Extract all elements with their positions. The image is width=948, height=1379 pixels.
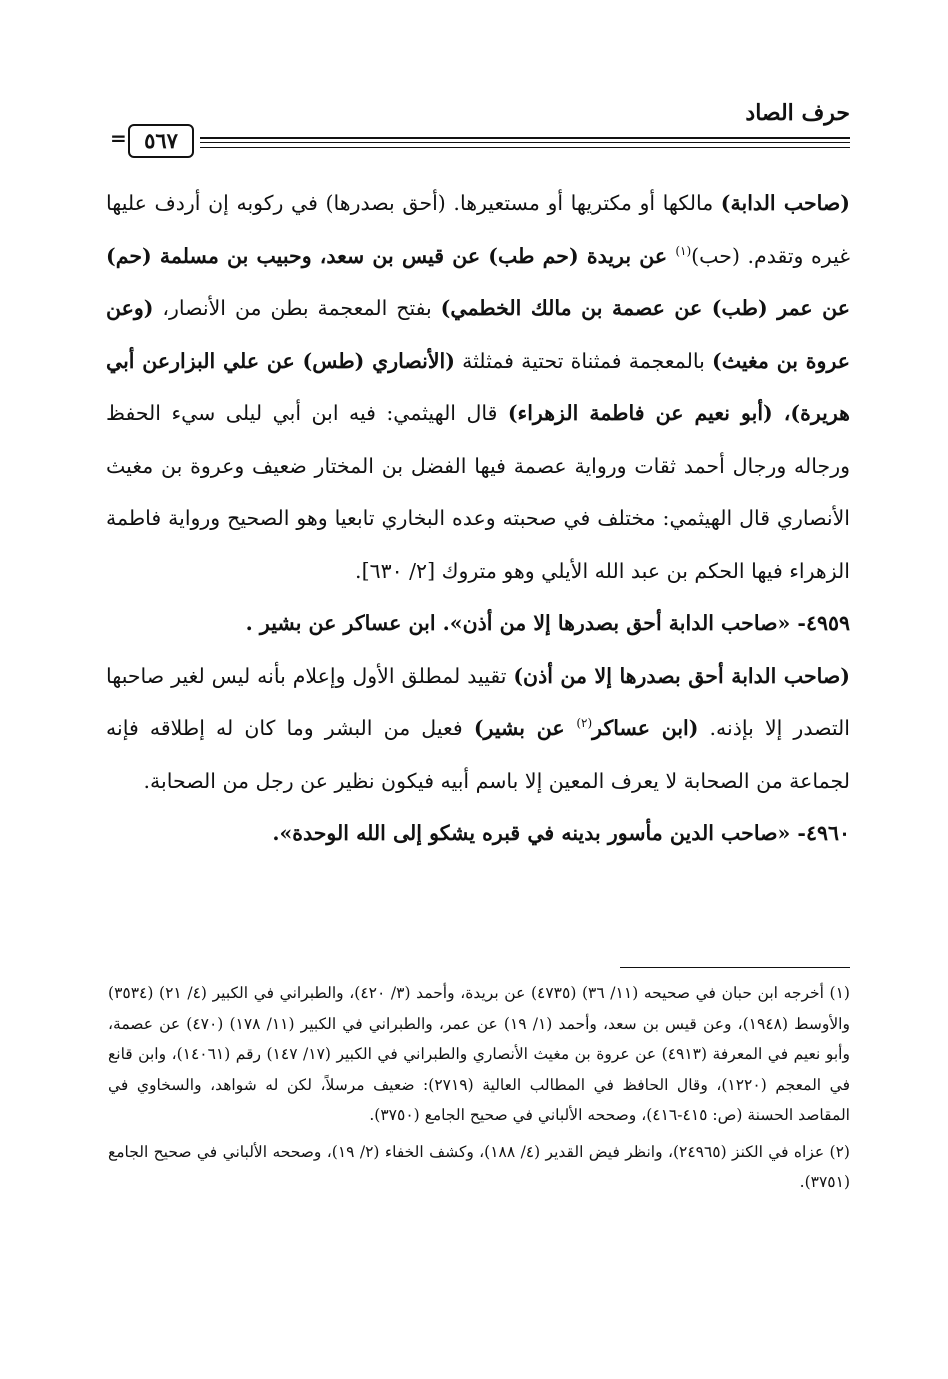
- text-run: قال الهيثمي: فيه ابن أبي ليلى سيء الحفظ ورجاله ورجال أحمد ثقات ورواية عصمة فيها الفضل بن المختار ضعيف وعروة بن مغيث الأنصاري قال الهيثمي: مختلف في صحبته وعده البخاري تابعيا وهو الصحيح ورواية فاطمة الزهراء فيها الحكم بن عبد الله الأيلي وهو متروك [٢/ ٦٣٠].: [106, 401, 850, 583]
- bold-phrase: (صاحب الدابة أحق بصدرها إلا من أذن): [513, 663, 850, 688]
- text-run: (أحق بصدرها): [325, 191, 446, 215]
- page-number-box: [110, 124, 194, 158]
- page-number-mark: =: [110, 126, 127, 150]
- main-text: [106, 177, 850, 860]
- paragraph-commentary-4958: [106, 177, 850, 597]
- paragraph-commentary-4959: [106, 650, 850, 808]
- page-header: [110, 100, 850, 160]
- hadith-heading: ٤٩٦٠- «صاحب الدين مأسور بدينه في قبره يشكو إلى الله الوحدة».: [272, 821, 850, 845]
- text-run: بالمعجمة فمثناة تحتية فمثلثة: [454, 348, 712, 373]
- hadith-heading: ٤٩٥٩- «صاحب الدابة أحق بصدرها إلا من أذن». ابن عساكر عن بشير .: [245, 611, 850, 635]
- hadith-4960: [106, 807, 850, 860]
- text-run: مالكها أو مكتريها أو مستعيرها.: [445, 191, 721, 215]
- text-run: بفتح المعجمة بطن من الأنصار،: [153, 296, 441, 320]
- bold-phrase: (وعن عروة بن مغيث): [106, 296, 850, 373]
- bold-phrase: (ابن عساكر: [592, 716, 699, 740]
- header-rule: [200, 137, 850, 139]
- footnote-ref: (١): [675, 243, 692, 258]
- bold-phrase: (صاحب الدابة): [720, 191, 850, 215]
- page-number: ٥٦٧: [128, 124, 194, 158]
- header-rule: [200, 147, 850, 148]
- footnote-2: (٢) عزاه في الكنز (٢٤٩٦٥)، وانظر فيض القدير (٤/ ١٨٨)، وكشف الخفاء (٢/ ١٩)، وصححه الألباني في صحيح الجامع (٣٧٥١).: [108, 1142, 850, 1191]
- footnotes: [108, 978, 850, 1198]
- header-rule: [200, 142, 850, 143]
- chapter-title: حرف الصاد: [745, 100, 850, 126]
- footnote-separator: [620, 967, 850, 968]
- bold-phrase: عن بشير): [473, 716, 577, 740]
- text-run: تقييد لمطلق الأول وإعلام بأنه ليس لغير صاحبها التصدر إلا بإذنه.: [106, 663, 851, 740]
- hadith-4959: [106, 597, 850, 650]
- footnote-ref: (٢): [576, 716, 593, 731]
- footnote-1: (١) أخرجه ابن حبان في صحيحه (١١/ ٣٦) (٤٧٣٥) عن بريدة، وأحمد (٣/ ٤٢٠)، والطبراني في الكبير (٤/ ٢١) (٣٥٣٤) والأوسط (١٩٤٨)، وعن قيس بن سعد، وأحمد (١/ ١٩) عن عمر، والطبراني في الكبير (١١/ ١٧٨) (٤٧٠) عن عصمة، وأبو نعيم في المعرفة (٤٩١٣) عن عروة بن مغيث الأنصاري والطبراني في الكبير (١٧/ ١٤٧) رقم (١٤٠٦١)، وابن قانع في المعجم (١٢٢٠)، وقال الحافظ في المطالب العالية (٢٧١٩): ضعيف مرسلاً، لكن له شواهد، والسخاوي في المقاصد الحسنة (ص: ٤١٥-٤١٦)، وصححه الألباني في صحيح الجامع (٣٧٥٠).: [108, 984, 850, 1124]
- text-run: في ركوبه إن أردف عليها غيره وتقدم. (حب): [106, 191, 850, 268]
- text-run: فعيل من البشر وما كان له إطلاقه فإنه لجماعة من الصحابة لا يعرف المعين إلا باسم أبيه فيكون نظير عن رجل من الصحابة.: [106, 716, 850, 793]
- bold-phrase: عن بريدة (حم طب) عن قيس بن سعد، وحبيب بن مسلمة (حم) عن عمر (طب) عن عصمة بن مالك الخطمي): [106, 243, 850, 320]
- bold-phrase: (الأنصاري (طس) عن علي البزارعن أبي هريرة)، (أبو نعيم عن فاطمة الزهراء): [106, 348, 850, 425]
